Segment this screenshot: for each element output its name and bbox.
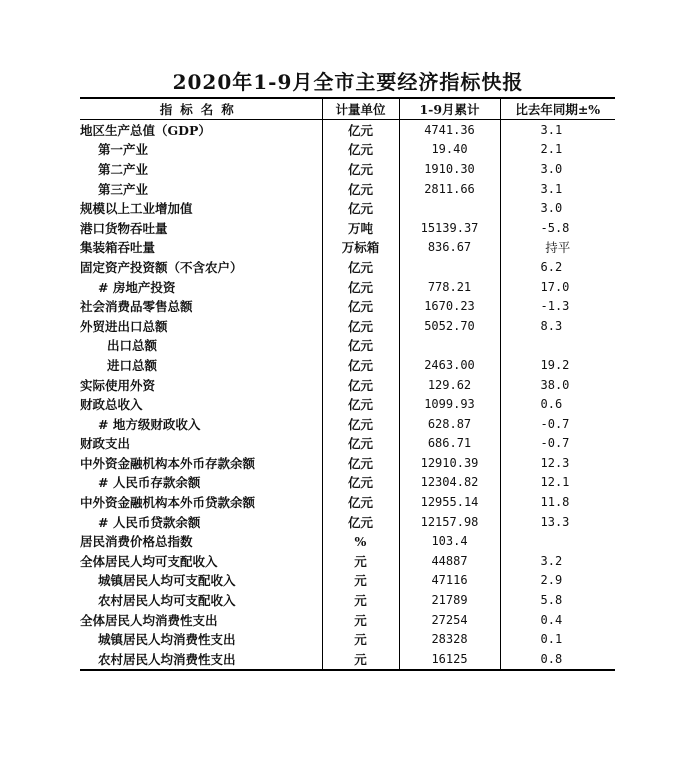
indicator-name-cell: 规模以上工业增加值 — [80, 201, 193, 217]
change-cell — [500, 336, 615, 356]
table-row — [80, 336, 615, 356]
table-row — [80, 512, 615, 532]
indicator-name-cell: # 房地产投资 — [98, 279, 176, 295]
unit-cell: 亿元 — [322, 434, 399, 454]
indicator-name-cell: 中外资金融机构本外币贷款余额 — [80, 495, 256, 511]
indicator-name-cell: 全体居民人均消费性支出 — [80, 612, 218, 628]
change-cell: 19.2 — [500, 355, 615, 375]
value-cell: 15139.37 — [399, 218, 500, 238]
unit-cell: 元 — [322, 649, 399, 670]
value-cell: 5052.70 — [399, 316, 500, 336]
change-cell: 8.3 — [500, 316, 615, 336]
change-cell: 持平 — [500, 238, 615, 258]
value-cell: 12955.14 — [399, 492, 500, 512]
value-cell: 686.71 — [399, 434, 500, 454]
table-row — [80, 198, 615, 218]
change-cell: 0.1 — [500, 629, 615, 649]
value-cell — [399, 336, 500, 356]
indicator-name-cell: 财政支出 — [80, 436, 131, 452]
indicator-name-cell: 第二产业 — [98, 161, 149, 177]
unit-cell: 亿元 — [322, 120, 399, 140]
change-cell: 0.4 — [500, 610, 615, 630]
change-cell: 38.0 — [500, 375, 615, 395]
value-cell: 1099.93 — [399, 394, 500, 414]
table-row — [80, 238, 615, 258]
unit-cell: 亿元 — [322, 512, 399, 532]
table-row — [80, 551, 615, 571]
table-row — [80, 296, 615, 316]
indicator-name-cell: # 人民币存款余额 — [98, 475, 201, 491]
unit-cell: 亿元 — [322, 453, 399, 473]
unit-cell: 元 — [322, 590, 399, 610]
change-cell: -0.7 — [500, 434, 615, 454]
value-cell: 4741.36 — [399, 120, 500, 140]
table-header-row — [80, 98, 615, 120]
table-row — [80, 120, 615, 140]
indicator-name-cell: 地区生产总值（GDP） — [80, 122, 211, 138]
change-cell — [500, 531, 615, 551]
value-cell — [399, 198, 500, 218]
value-cell: 16125 — [399, 649, 500, 670]
change-cell: -1.3 — [500, 296, 615, 316]
table-row — [80, 394, 615, 414]
value-cell: 2463.00 — [399, 355, 500, 375]
change-cell: 13.3 — [500, 512, 615, 532]
unit-cell: 亿元 — [322, 257, 399, 277]
unit-cell: 万吨 — [322, 218, 399, 238]
value-cell: 44887 — [399, 551, 500, 571]
change-cell: 11.8 — [500, 492, 615, 512]
indicator-name-cell: # 地方级财政收入 — [98, 416, 201, 432]
unit-cell: 亿元 — [322, 492, 399, 512]
table-row — [80, 218, 615, 238]
indicator-name-cell: 农村居民人均消费性支出 — [98, 651, 236, 667]
table-row — [80, 159, 615, 179]
table-row — [80, 179, 615, 199]
unit-cell: 亿元 — [322, 355, 399, 375]
indicator-name-cell: 农村居民人均可支配收入 — [98, 593, 236, 609]
value-cell: 778.21 — [399, 277, 500, 297]
unit-cell: 亿元 — [322, 179, 399, 199]
table-row — [80, 492, 615, 512]
table-row — [80, 649, 615, 670]
indicator-name-cell: 中外资金融机构本外币存款余额 — [80, 455, 256, 471]
change-cell: 12.3 — [500, 453, 615, 473]
indicator-name-cell: 全体居民人均可支配收入 — [80, 553, 218, 569]
change-cell: 0.8 — [500, 649, 615, 670]
unit-cell: 亿元 — [322, 277, 399, 297]
value-cell: 129.62 — [399, 375, 500, 395]
change-cell: 5.8 — [500, 590, 615, 610]
header-unit: 计量单位 — [322, 98, 399, 120]
table-row — [80, 277, 615, 297]
value-cell: 12304.82 — [399, 473, 500, 493]
change-cell: 6.2 — [500, 257, 615, 277]
table-row — [80, 571, 615, 591]
unit-cell: 亿元 — [322, 316, 399, 336]
indicator-name-cell: 居民消费价格总指数 — [80, 534, 193, 550]
table-row — [80, 473, 615, 493]
indicator-name-cell: 进口总额 — [107, 357, 158, 373]
unit-cell: 亿元 — [322, 473, 399, 493]
table-row — [80, 257, 615, 277]
unit-cell: 元 — [322, 629, 399, 649]
value-cell: 12910.39 — [399, 453, 500, 473]
indicator-name-cell: 社会消费品零售总额 — [80, 299, 193, 315]
indicator-name-cell: 第一产业 — [98, 142, 149, 158]
change-cell: 0.6 — [500, 394, 615, 414]
table-row — [80, 414, 615, 434]
indicator-name-cell: # 人民币贷款余额 — [98, 514, 201, 530]
unit-cell: 亿元 — [322, 336, 399, 356]
unit-cell: 亿元 — [322, 394, 399, 414]
value-cell: 2811.66 — [399, 179, 500, 199]
change-cell: 3.1 — [500, 120, 615, 140]
unit-cell: 亿元 — [322, 140, 399, 160]
indicator-name-cell: 外贸进出口总额 — [80, 318, 168, 334]
table-row — [80, 531, 615, 551]
change-cell: 2.1 — [500, 140, 615, 160]
header-value: 1-9月累计 — [399, 98, 500, 120]
value-cell: 12157.98 — [399, 512, 500, 532]
indicator-name-cell: 城镇居民人均消费性支出 — [98, 632, 236, 648]
value-cell: 1910.30 — [399, 159, 500, 179]
table-row — [80, 590, 615, 610]
unit-cell: 元 — [322, 571, 399, 591]
indicator-name-cell: 集装箱吞吐量 — [80, 240, 156, 256]
value-cell: 19.40 — [399, 140, 500, 160]
value-cell: 628.87 — [399, 414, 500, 434]
value-cell: 47116 — [399, 571, 500, 591]
value-cell: 28328 — [399, 629, 500, 649]
header-indicator: 指标名称 — [80, 98, 322, 120]
unit-cell: 元 — [322, 551, 399, 571]
indicator-table — [80, 97, 615, 671]
indicator-name-cell: 出口总额 — [107, 338, 158, 354]
table-row — [80, 375, 615, 395]
indicator-name-cell: 固定资产投资额（不含农户） — [80, 259, 243, 275]
change-cell: 3.2 — [500, 551, 615, 571]
value-cell: 1670.23 — [399, 296, 500, 316]
indicator-name-cell: 城镇居民人均可支配收入 — [98, 573, 236, 589]
header-change: 比去年同期±% — [500, 98, 615, 120]
change-cell: -0.7 — [500, 414, 615, 434]
unit-cell: 亿元 — [322, 159, 399, 179]
unit-cell: 元 — [322, 610, 399, 630]
value-cell: 27254 — [399, 610, 500, 630]
table-row — [80, 355, 615, 375]
unit-cell: 亿元 — [322, 296, 399, 316]
indicator-name-cell: 财政总收入 — [80, 397, 143, 413]
unit-cell: % — [322, 531, 399, 551]
page-title: 2020年1-9月全市主要经济指标快报 — [172, 70, 524, 94]
value-cell: 21789 — [399, 590, 500, 610]
value-cell: 103.4 — [399, 531, 500, 551]
table-row — [80, 453, 615, 473]
table-row — [80, 610, 615, 630]
table-row — [80, 140, 615, 160]
change-cell: 3.1 — [500, 179, 615, 199]
value-cell — [399, 257, 500, 277]
change-cell: -5.8 — [500, 218, 615, 238]
indicator-name-cell: 第三产业 — [98, 181, 149, 197]
unit-cell: 亿元 — [322, 375, 399, 395]
value-cell: 836.67 — [399, 238, 500, 258]
unit-cell: 亿元 — [322, 198, 399, 218]
unit-cell: 万标箱 — [322, 238, 399, 258]
table-row — [80, 629, 615, 649]
change-cell: 2.9 — [500, 571, 615, 591]
indicator-name-cell: 实际使用外资 — [80, 377, 156, 393]
change-cell: 3.0 — [500, 198, 615, 218]
table-row — [80, 316, 615, 336]
indicator-name-cell: 港口货物吞吐量 — [80, 220, 168, 236]
change-cell: 3.0 — [500, 159, 615, 179]
change-cell: 12.1 — [500, 473, 615, 493]
table-row — [80, 434, 615, 454]
unit-cell: 亿元 — [322, 414, 399, 434]
change-cell: 17.0 — [500, 277, 615, 297]
